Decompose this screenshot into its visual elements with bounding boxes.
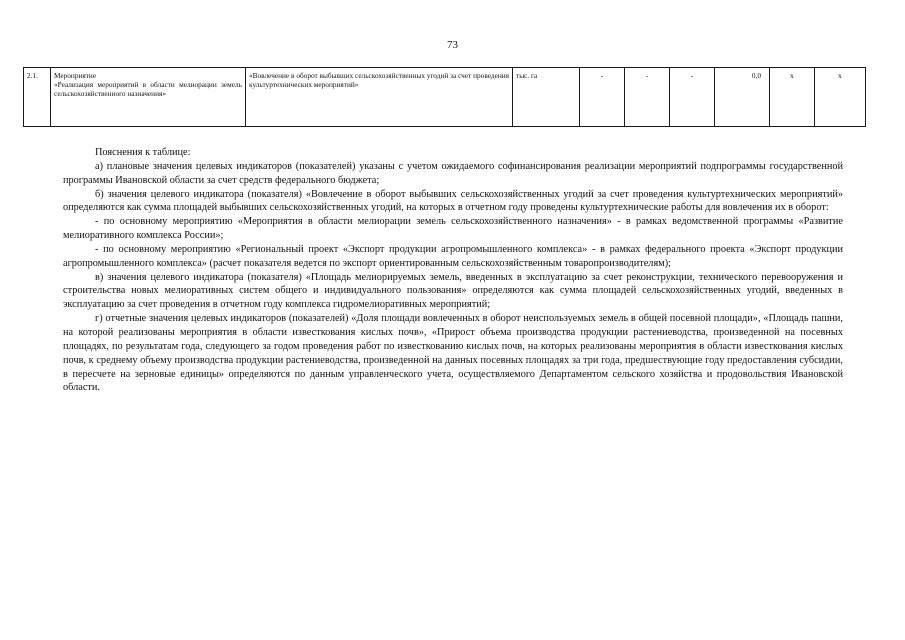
indicator-cell: «Вовлечение в оборот выбывших сельскохозяйственных угодий за счет проведения культуртехнических мероприятий» (246, 68, 513, 127)
note-paragraph-d: г) отчетные значения целевых индикаторов (показателей) «Доля площади вовлеченных в оборот неиспользуемых земель в общей посевной площади», «Площадь пашни, на которой реализованы мероприятия в области известкования кислых почв», «Прирост объема производства продукции растениеводства, произведенной на посевных площадях, по результатам года, следующего за годом проведения работ по известкованию кислых почв, на которых реализованы мероприятия в области известкования кислых почв, к среднему объему производства продукции растениеводства, произведенной на данных посевных площадях за три года, предшествующие году предоставления субсидии, в пересчете на зерновые единицы» определяются по данным управленческого учета, осуществляемого Департаментом сельского хозяйства и продовольствия Ивановской области. (63, 313, 843, 394)
value-cell-1: - (580, 68, 625, 127)
activity-name: «Реализация мероприятий в области мелиорации земель сельскохозяйственного назначения» (54, 80, 242, 99)
page-number: 73 (447, 39, 458, 51)
value-cell-2: - (625, 68, 670, 127)
activity-cell (51, 68, 246, 127)
note-paragraph-b-item-2: - по основному мероприятию «Региональный проект «Экспорт продукции агропромышленного комплекса» - в рамках федерального проекта «Экспорт продукции агропромышленного комплекса» (расчет показателя ведется по экспорт ориентированным сельскохозяйственным товаропроизводителям); (63, 243, 843, 269)
note-paragraph-a: а) плановые значения целевых индикаторов (показателей) указаны с учетом ожидаемого софинансирования реализации мероприятий подпрограммы государственной программы Ивановской области за счет средств федерального бюджета; (63, 160, 843, 186)
value-cell-6: х (815, 68, 866, 127)
note-paragraph-b: б) значения целевого индикатора (показателя) «Вовлечение в оборот выбывших сельскохозяйственных угодий за счет проведения культуртехнических мероприятий» определяются как сумма площадей выбывших сельскохозяйственных угодий, на которых в отчетном году проведены культуртехнические работы для вовлечения их в оборот: (63, 188, 843, 214)
note-paragraph-c: в) значения целевого индикатора (показателя) «Площадь мелиорируемых земель, введенных в эксплуатацию за счет реконструкции, технического перевооружения и строительства новых мелиоративных систем общего и индивидуального пользования» определяются как сумма площадей сельскохозяйственных угодий, введенных в эксплуатацию за счет проведения в отчетном году комплекса гидромелиоративных мероприятий; (63, 271, 843, 311)
notes-title: Пояснения к таблице: (95, 147, 191, 158)
table-row (24, 68, 866, 127)
unit-cell: тыс. га (513, 68, 580, 127)
value-cell-3: - (670, 68, 715, 127)
note-paragraph-b-item-1: - по основному мероприятию «Мероприятия в области мелиорации земель сельскохозяйственного назначения» - в рамках ведомственной программы «Развитие мелиоративного комплекса России»; (63, 216, 843, 242)
row-number-cell: 2.1. (24, 68, 51, 127)
indicators-table (23, 67, 866, 127)
value-cell-4: 0,0 (715, 68, 770, 127)
table-notes (63, 146, 843, 395)
activity-type: Мероприятие (54, 71, 97, 80)
value-cell-5: х (770, 68, 815, 127)
